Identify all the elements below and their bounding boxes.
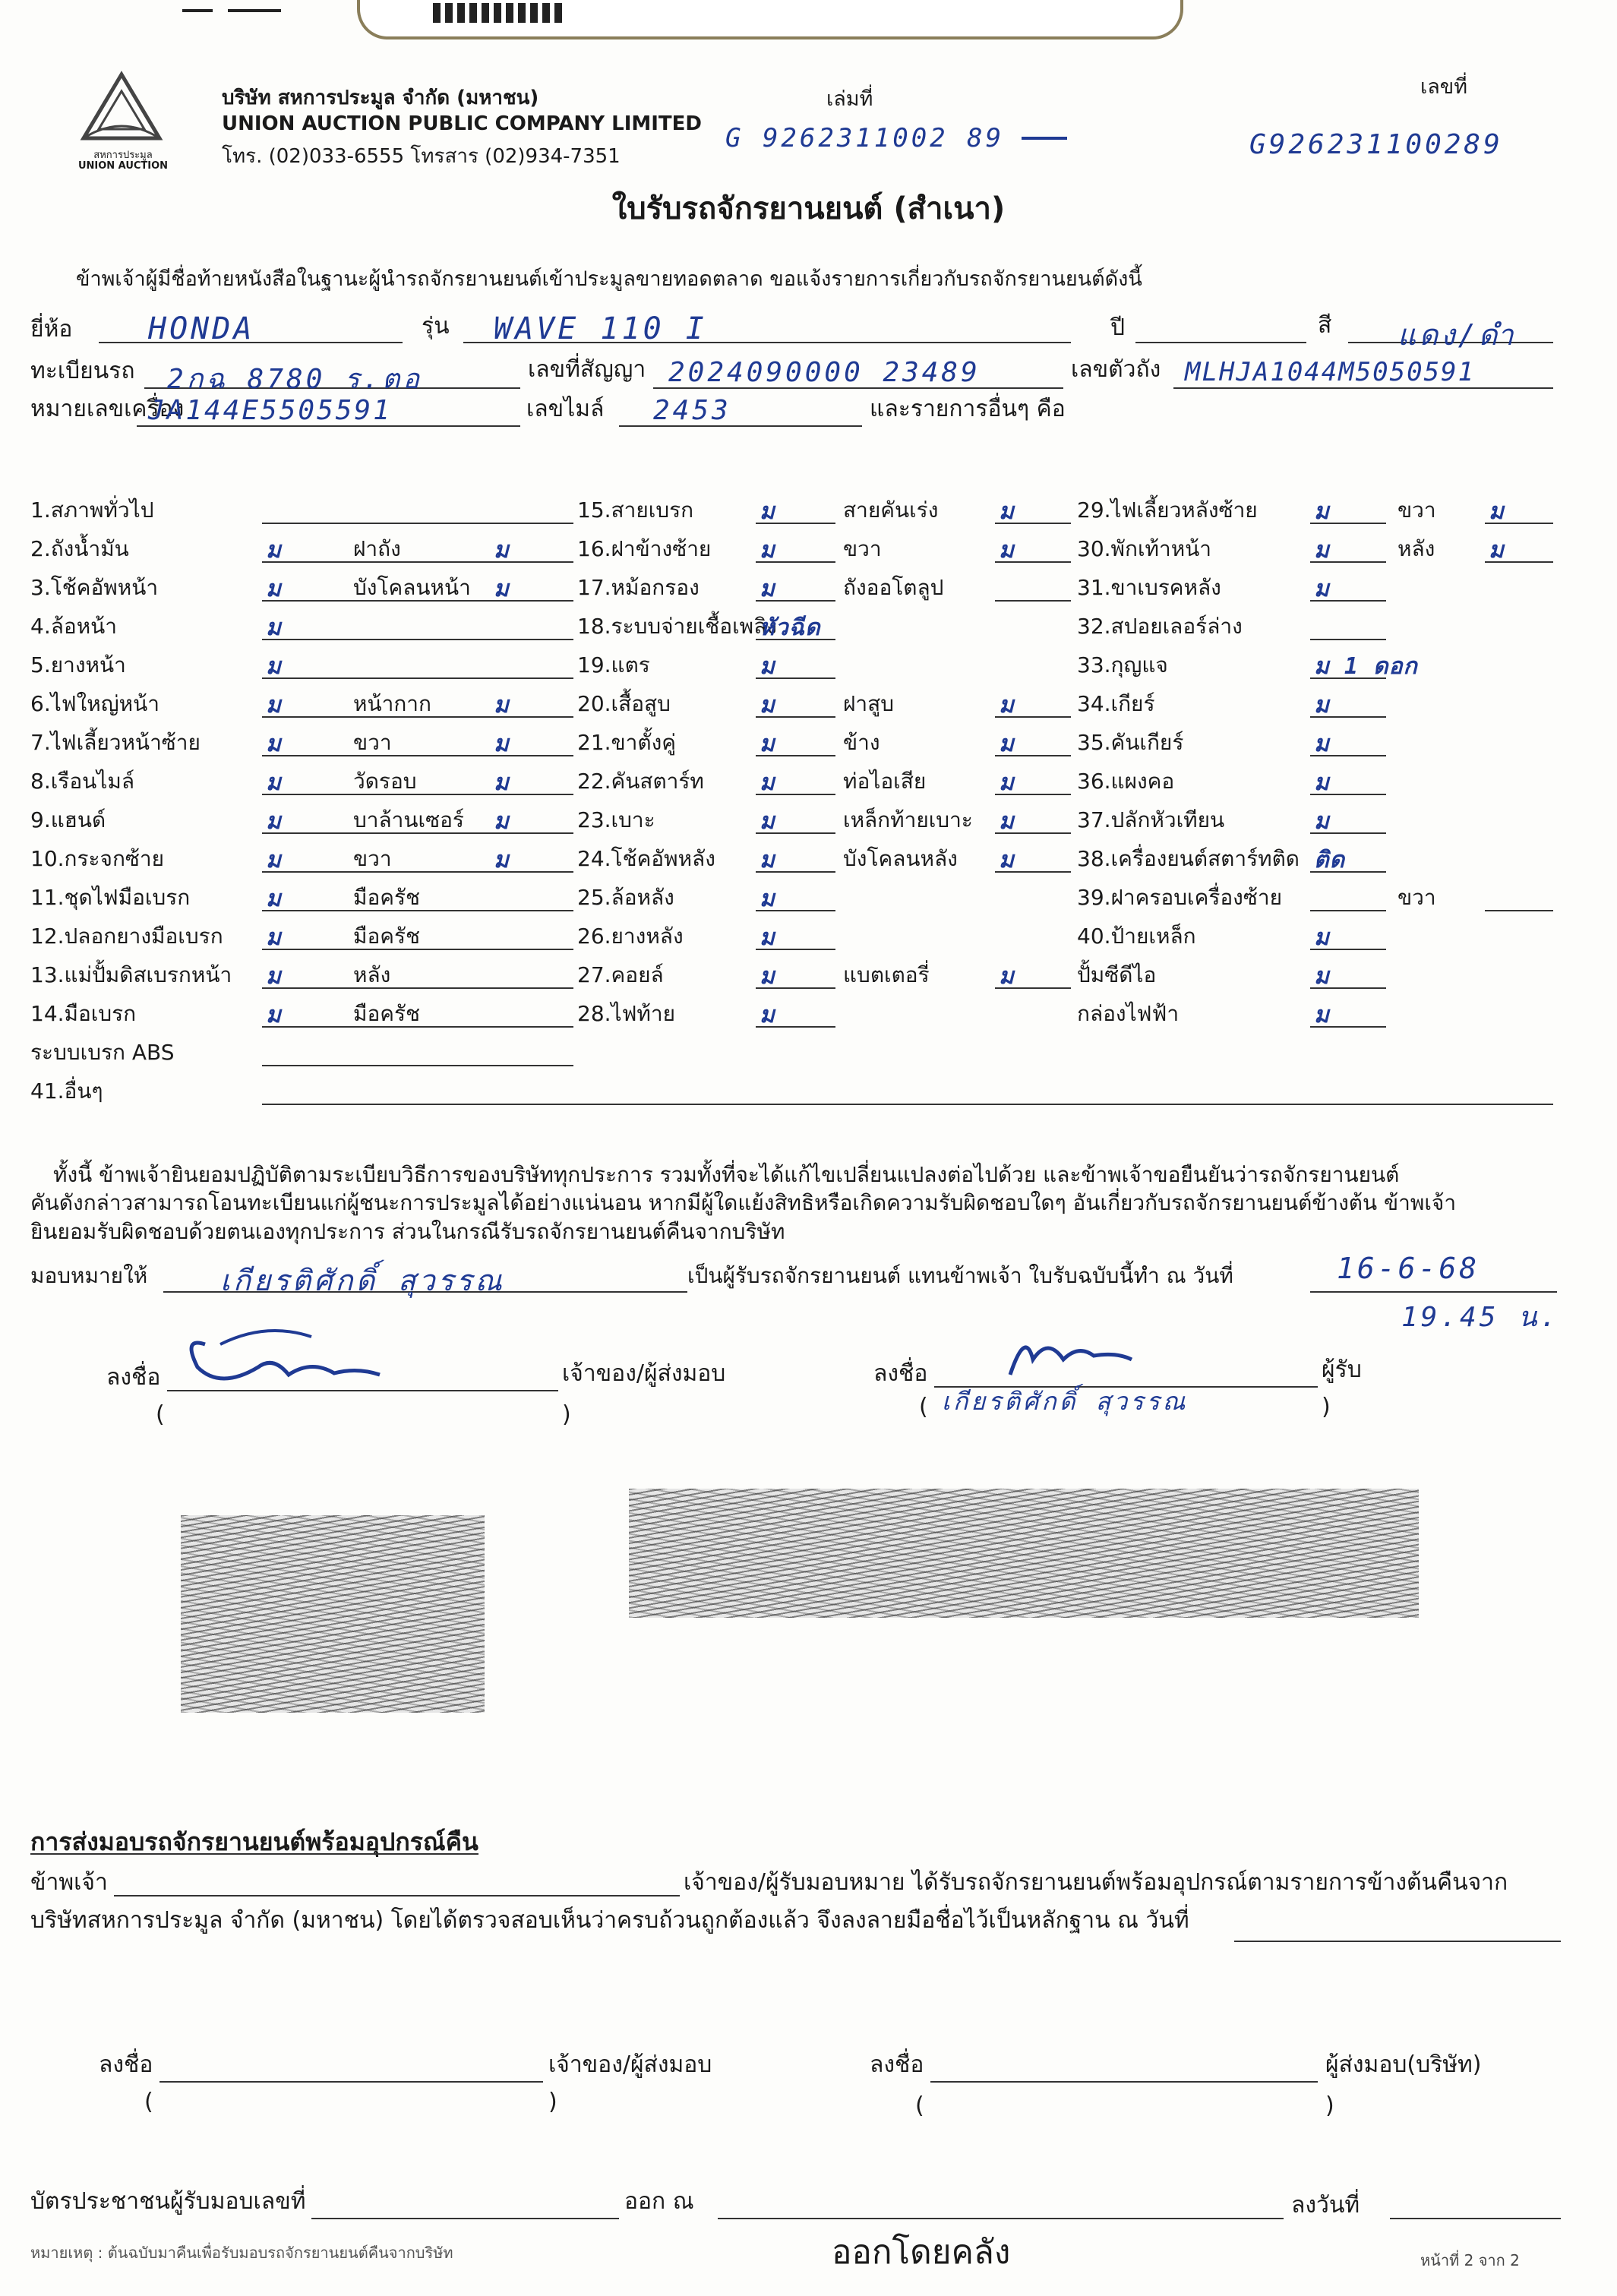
checklist-item-label: 10.กระจกซ้าย [30,846,165,871]
receiver-name: เกียรติศักดิ์ สุวรรณ [942,1387,1189,1416]
checklist-mark: ม [760,537,775,564]
checklist-item-label: 31.ขาเบรคหลัง [1077,575,1221,600]
checklist-mark: ม [1314,576,1330,602]
checklist-mark: ม [266,769,282,796]
checklist-sub-mark: ม [999,498,1015,525]
checklist-line [490,987,573,989]
checklist-mark: ม [266,963,282,990]
checklist-sub-mark: ม [494,576,510,602]
return-owner-sign-label: ลงชื่อ [99,2051,153,2078]
checklist-mark: ม [760,847,775,873]
union-auction-logo-icon [68,68,175,159]
checklist-sub-label: ขวา [843,536,882,561]
checklist-sub-label: หน้ากาก [353,691,431,716]
owner-sign-label: ลงชื่อ [106,1364,161,1391]
checklist-line [490,1026,573,1028]
checklist-sub-label: ท่อไอเสีย [843,769,927,794]
checklist-sub-mark: ม [1489,498,1505,525]
checklist-mark: ม [266,653,282,680]
checklist-item-label: 2.ถังน้ำมัน [30,536,129,561]
checklist-item-label: 39.ฝาครอบเครื่องซ้าย [1077,885,1282,910]
checklist-sub-label: มือครัช [353,1001,421,1026]
checklist-item-label: 41.อื่นๆ [30,1079,103,1104]
paren-close-4: ) [1325,2092,1334,2119]
checklist-item-label: 12.ปลอกยางมือเบรก [30,924,223,949]
checklist-mark: ม [1314,1002,1330,1028]
mileage-value: 2453 [653,395,731,426]
engine-label: หมายเลขเครื่อง [30,396,185,422]
engine-number-rubbing [181,1515,485,1713]
checklist-mark: ม [760,731,775,757]
time-value: 19.45 น. [1401,1302,1560,1333]
footer-note: หมายเหตุ : ต้นฉบับมาคืนเพื่อรับมอบรถจักรยานยนต์คืนจากบริษัท [30,2244,453,2262]
return-line-2: บริษัทสหการประมูล จำกัด (มหาชน) โดยได้ตรวจสอบเห็นว่าครบถ้วนถูกต้องแล้ว จึงลงลายมือชื่อไว้เป็นหลักฐาน ณ วันที่ [30,1907,1189,1934]
book-label: เล่มที่ [826,87,873,111]
checklist-line [262,639,573,640]
checklist-mark: ม [1314,537,1330,564]
form-title: ใบรับรถจักรยานยนต์ (สำเนา) [611,191,1006,226]
checklist-sub-mark: ม [494,731,510,757]
checklist-sub-label: ขวา [1398,497,1436,523]
checklist-mark: ม [760,692,775,718]
redacted-barcode [433,3,562,23]
checklist-item-label: 23.เบาะ [577,807,655,832]
checklist-mark: ม [266,924,282,951]
checklist-mark: ม [760,576,775,602]
return-line-1a: ข้าพเจ้า [30,1869,108,1896]
paren-close-2: ) [1322,1394,1331,1420]
checklist-sub-mark: ม [1489,537,1505,564]
checklist-item-label: 21.ขาตั้งคู่ [577,730,676,755]
checklist-mark: ม [760,808,775,835]
date-value: 16-6-68 [1337,1252,1480,1285]
checklist-sub-label: บังโคลนหลัง [843,846,958,871]
title-underline [30,1853,478,1855]
issued-date-line [1390,2218,1561,2219]
terms-line-3: ยินยอมรับผิดชอบด้วยตนเองทุกประการ ส่วนในกรณีรับรถจักรยานยนต์คืนจากบริษัท [30,1219,785,1244]
checklist-item-label: 38.เครื่องยนต์สตาร์ทติด [1077,846,1300,871]
intro-text: ข้าพเจ้าผู้มีชื่อท้ายหนังสือในฐานะผู้นำรถจักรยานยนต์เข้าประมูลขายทอดตลาด ขอแจ้งรายการเกี่ยวกับรถจักรยานยนต์ดังนี้ [76,267,1142,291]
checklist-line [262,677,573,679]
checklist-sub-label: มือครัช [353,885,421,910]
checklist-sub-label: มือครัช [353,924,421,949]
receiver-signature [980,1314,1162,1390]
checklist-mark: ม [266,537,282,564]
paren-open-4: ( [915,2092,924,2119]
brand-value: HONDA [148,311,255,346]
checklist-sub-label: บาล้านเซอร์ [353,807,464,832]
owner-signature [175,1314,418,1397]
checklist-mark: ม [1314,498,1330,525]
checklist-item-label: 6.ไฟใหญ่หน้า [30,691,159,716]
paren-open: ( [156,1401,165,1428]
checklist-item-label: 36.แผงคอ [1077,769,1175,794]
checklist-line [262,1065,573,1066]
checklist-item-label: 33.กุญแจ [1077,652,1168,677]
checklist-item-label: 8.เรือนไมล์ [30,769,134,794]
checklist-line [1310,910,1386,911]
checklist-line [995,600,1071,602]
checklist-line [490,949,573,950]
checklist-mark: ม [1314,731,1330,757]
checklist-sub-mark: ม [999,769,1015,796]
checklist-sub-label: ขวา [353,730,392,755]
checklist-item-label: 18.ระบบจ่ายเชื้อเพลิง [577,614,777,639]
document-number-value: G926231100289 [1249,129,1503,160]
checklist-sub-mark: ม [494,769,510,796]
color-label: สี [1318,312,1332,339]
checklist-item-label: 4.ล้อหน้า [30,614,118,639]
checklist-sub-mark: ม [999,808,1015,835]
checklist-item-label: กล่องไฟฟ้า [1077,1001,1180,1026]
checklist-sub-label: ขวา [1398,885,1436,910]
checklist-sub-label: เหล็กท้ายเบาะ [843,807,973,832]
checklist-item-label: 16.ฝาข้างซ้าย [577,536,712,561]
chassis-label: เลขตัวถัง [1071,356,1161,383]
return-section-title: การส่งมอบรถจักรยานยนต์พร้อมอุปกรณ์คืน [30,1827,478,1856]
checklist-item-label: 3.โช้คอัพหน้า [30,575,159,600]
checklist-line [1485,910,1553,911]
checklist-sub-mark: ม [999,731,1015,757]
checklist-mark: ม [1314,963,1330,990]
return-name-line [114,1895,680,1896]
other-items-label: และรายการอื่นๆ คือ [870,396,1066,422]
checklist-mark: ม [266,847,282,873]
checklist-item-label: 37.ปลักหัวเทียน [1077,807,1225,832]
checklist-line [1310,639,1386,640]
checklist-item-label: 11.ชุดไฟมือเบรก [30,885,191,910]
authorize-label: มอบหมายให้ [30,1263,148,1288]
checklist-sub-label: วัดรอบ [353,769,417,794]
id-card-line [311,2218,619,2219]
checklist-mark: ม [1314,769,1330,796]
checklist-mark: ม [760,1002,775,1028]
date-line [1310,1291,1557,1293]
receiver-sign-label: ลงชื่อ [873,1360,928,1387]
return-date-line [1234,1941,1561,1942]
checklist-item-label: 13.แม่ปั้มดิสเบรกหน้า [30,962,232,987]
checklist-item-label: 24.โช้คอัพหลัง [577,846,715,871]
issued-at-label: ออก ณ [624,2188,694,2215]
checklist-mark: ม [266,731,282,757]
checklist-item-label: 19.แตร [577,652,650,677]
brand-label: ยี่ห้อ [30,316,73,343]
year-label: ปี [1110,314,1126,341]
paren-open-3: ( [144,2089,153,2115]
checklist-sub-mark: ม [494,808,510,835]
return-company-sign-line [930,2081,1318,2083]
checklist-item-label: 30.พักเท้าหน้า [1077,536,1212,561]
checklist-item-label: 25.ล้อหลัง [577,885,674,910]
checklist-item-label: 14.มือเบรก [30,1001,137,1026]
model-value: WAVE 110 I [494,311,707,346]
return-line-1b: เจ้าของ/ผู้รับมอบหมาย ได้รับรถจักรยานยนต์พร้อมอุปกรณ์ตามรายการข้างต้นคืนจาก [684,1869,1508,1896]
return-owner-role: เจ้าของ/ผู้ส่งมอบ [548,2051,712,2078]
model-label: รุ่น [422,313,450,340]
checklist-sub-mark: ม [999,847,1015,873]
contract-value: 2024090000 23489 [668,357,981,388]
checklist-mark: ม [1314,924,1330,951]
color-value: แดง/ดำ [1398,318,1517,352]
checklist-item-label: 26.ยางหลัง [577,924,684,949]
scan-mark [182,9,213,12]
issued-by-stamp: ออกโดยคลัง [832,2233,1011,2272]
checklist-item-label: 5.ยางหน้า [30,652,126,677]
checklist-item-label: 40.ป้ายเหล็ก [1077,924,1196,949]
company-name-en: UNION AUCTION PUBLIC COMPANY LIMITED [222,112,703,135]
checklist-mark: ม [1314,692,1330,718]
checklist-sub-label: ถังออโตลูป [843,575,944,600]
checklist-sub-label: หลัง [353,962,391,987]
return-company-sign-label: ลงชื่อ [870,2051,924,2078]
checklist-mark: ม [760,924,775,951]
checklist-mark: ม [266,576,282,602]
issued-at-line [718,2218,1284,2219]
checklist-mark: หัวฉีด [760,614,821,641]
checklist-item-label: 17.หม้อกรอง [577,575,700,600]
scan-mark [228,9,281,12]
checklist-sub-label: สายคันเร่ง [843,497,939,523]
dash-mark [1022,137,1067,140]
paren-close: ) [562,1401,571,1428]
number-label: เลขที่ [1420,75,1468,99]
return-owner-sign-line [159,2081,543,2083]
terms-line-1: ทั้งนี้ ข้าพเจ้ายินยอมปฏิบัติตามระเบียบวิธีการของบริษัททุกประการ รวมทั้งที่จะได้แก้ไขเปลี่ยนแปลงต่อไปด้วย และข้าพเจ้าขอยืนยันว่ารถจักรยานยนต์ [53,1162,1400,1187]
return-company-role: ผู้ส่งมอบ(บริษัท) [1325,2051,1482,2078]
checklist-mark: ม [760,653,775,680]
mileage-label: เลขไมล์ [526,396,605,422]
checklist-item-label: ระบบเบรก ABS [30,1040,175,1065]
checklist-item-label: 34.เกียร์ [1077,691,1155,716]
plate-label: ทะเบียนรถ [30,358,135,384]
checklist-sub-mark: ม [999,692,1015,718]
checklist-item-label: 27.คอยล์ [577,962,664,987]
checklist-line [262,1104,1553,1105]
paren-open-2: ( [919,1394,928,1420]
checklist-sub-label: หลัง [1398,536,1435,561]
checklist-mark: ม [266,692,282,718]
checklist-mark: ม [266,614,282,641]
checklist-mark: ม [266,808,282,835]
authorize-name: เกียรติศักดิ์ สุวรรณ [220,1264,505,1297]
checklist-mark: ติด [1314,847,1345,873]
engine-value: JA144E5505591 [148,395,392,426]
checklist-mark: ม [760,963,775,990]
receiver-text: เป็นผู้รับรถจักรยานยนต์ แทนข้าพเจ้า ใบรับฉบับนี้ทำ ณ วันที่ [687,1263,1233,1288]
checklist-item-label: 32.สปอยเลอร์ล่าง [1077,614,1243,639]
checklist-mark: ม [760,886,775,912]
chassis-number-rubbing [629,1489,1419,1618]
logo-caption: สหการประมูล UNION AUCTION [77,150,169,172]
checklist-item-label: ปั้มซีดีไอ [1077,962,1157,987]
checklist-line [262,523,573,524]
checklist-mark: ม 1 ดอก [1314,653,1418,680]
checklist-item-label: 9.แฮนด์ [30,807,106,832]
checklist-sub-label: ฝาถัง [353,536,401,561]
plate-value: 2กฉ 8780 ร.ตอ [167,364,423,395]
checklist-item-label: 22.คันสตาร์ท [577,769,704,794]
year-line [1135,342,1306,343]
page-number: หน้าที่ 2 จาก 2 [1420,2251,1520,2269]
checklist-mark: ม [1314,808,1330,835]
receiver-role-label: ผู้รับ [1322,1356,1362,1383]
checklist-sub-mark: ม [494,847,510,873]
terms-line-2: คันดังกล่าวสามารถโอนทะเบียนแก่ผู้ชนะการประมูลได้อย่างแน่นอน หากมีผู้ใดแย้งสิทธิหรือเกิดความรับผิดชอบใดๆ อันเกี่ยวกับรถจักรยานยนต์ข้างต้น ข้าพเจ้า [30,1190,1457,1215]
checklist-sub-mark: ม [999,963,1015,990]
checklist-item-label: 15.สายเบรก [577,497,694,523]
checklist-item-label: 7.ไฟเลี้ยวหน้าซ้าย [30,730,201,755]
chassis-value: MLHJA1044M5050591 [1185,357,1475,387]
checklist-item-label: 28.ไฟท้าย [577,1001,676,1026]
checklist-mark: ม [266,886,282,912]
checklist-sub-label: ฝาสูบ [843,691,894,716]
paren-close-3: ) [548,2089,557,2115]
chassis-line [1173,387,1553,389]
checklist-mark: ม [760,498,775,525]
checklist-item-label: 20.เสื้อสูบ [577,691,671,716]
checklist-mark: ม [266,1002,282,1028]
owner-role-label: เจ้าของ/ผู้ส่งมอบ [562,1360,726,1387]
company-name-th: บริษัท สหการประมูล จำกัด (มหาชน) [222,87,539,109]
book-number-value: G 9262311002 89 [725,123,1005,153]
checklist-item-label: 1.สภาพทั่วไป [30,497,154,523]
contract-label: เลขที่สัญญา [528,356,646,383]
checklist-sub-label: บังโคลนหน้า [353,575,471,600]
checklist-sub-mark: ม [999,537,1015,564]
checklist-item-label: 29.ไฟเลี้ยวหลังซ้าย [1077,497,1258,523]
checklist-mark: ม [760,769,775,796]
id-card-label: บัตรประชาชนผู้รับมอบเลขที่ [30,2188,306,2215]
checklist-item-label: 35.คันเกียร์ [1077,730,1184,755]
checklist-line [490,910,573,911]
checklist-sub-label: ข้าง [843,730,880,755]
issued-date-label: ลงวันที่ [1291,2192,1360,2219]
checklist-sub-label: ขวา [353,846,392,871]
company-phone: โทร. (02)033-6555 โทรสาร (02)934-7351 [222,145,621,168]
checklist-sub-mark: ม [494,692,510,718]
checklist-sub-label: แบตเตอรี่ [843,962,930,987]
checklist-sub-mark: ม [494,537,510,564]
